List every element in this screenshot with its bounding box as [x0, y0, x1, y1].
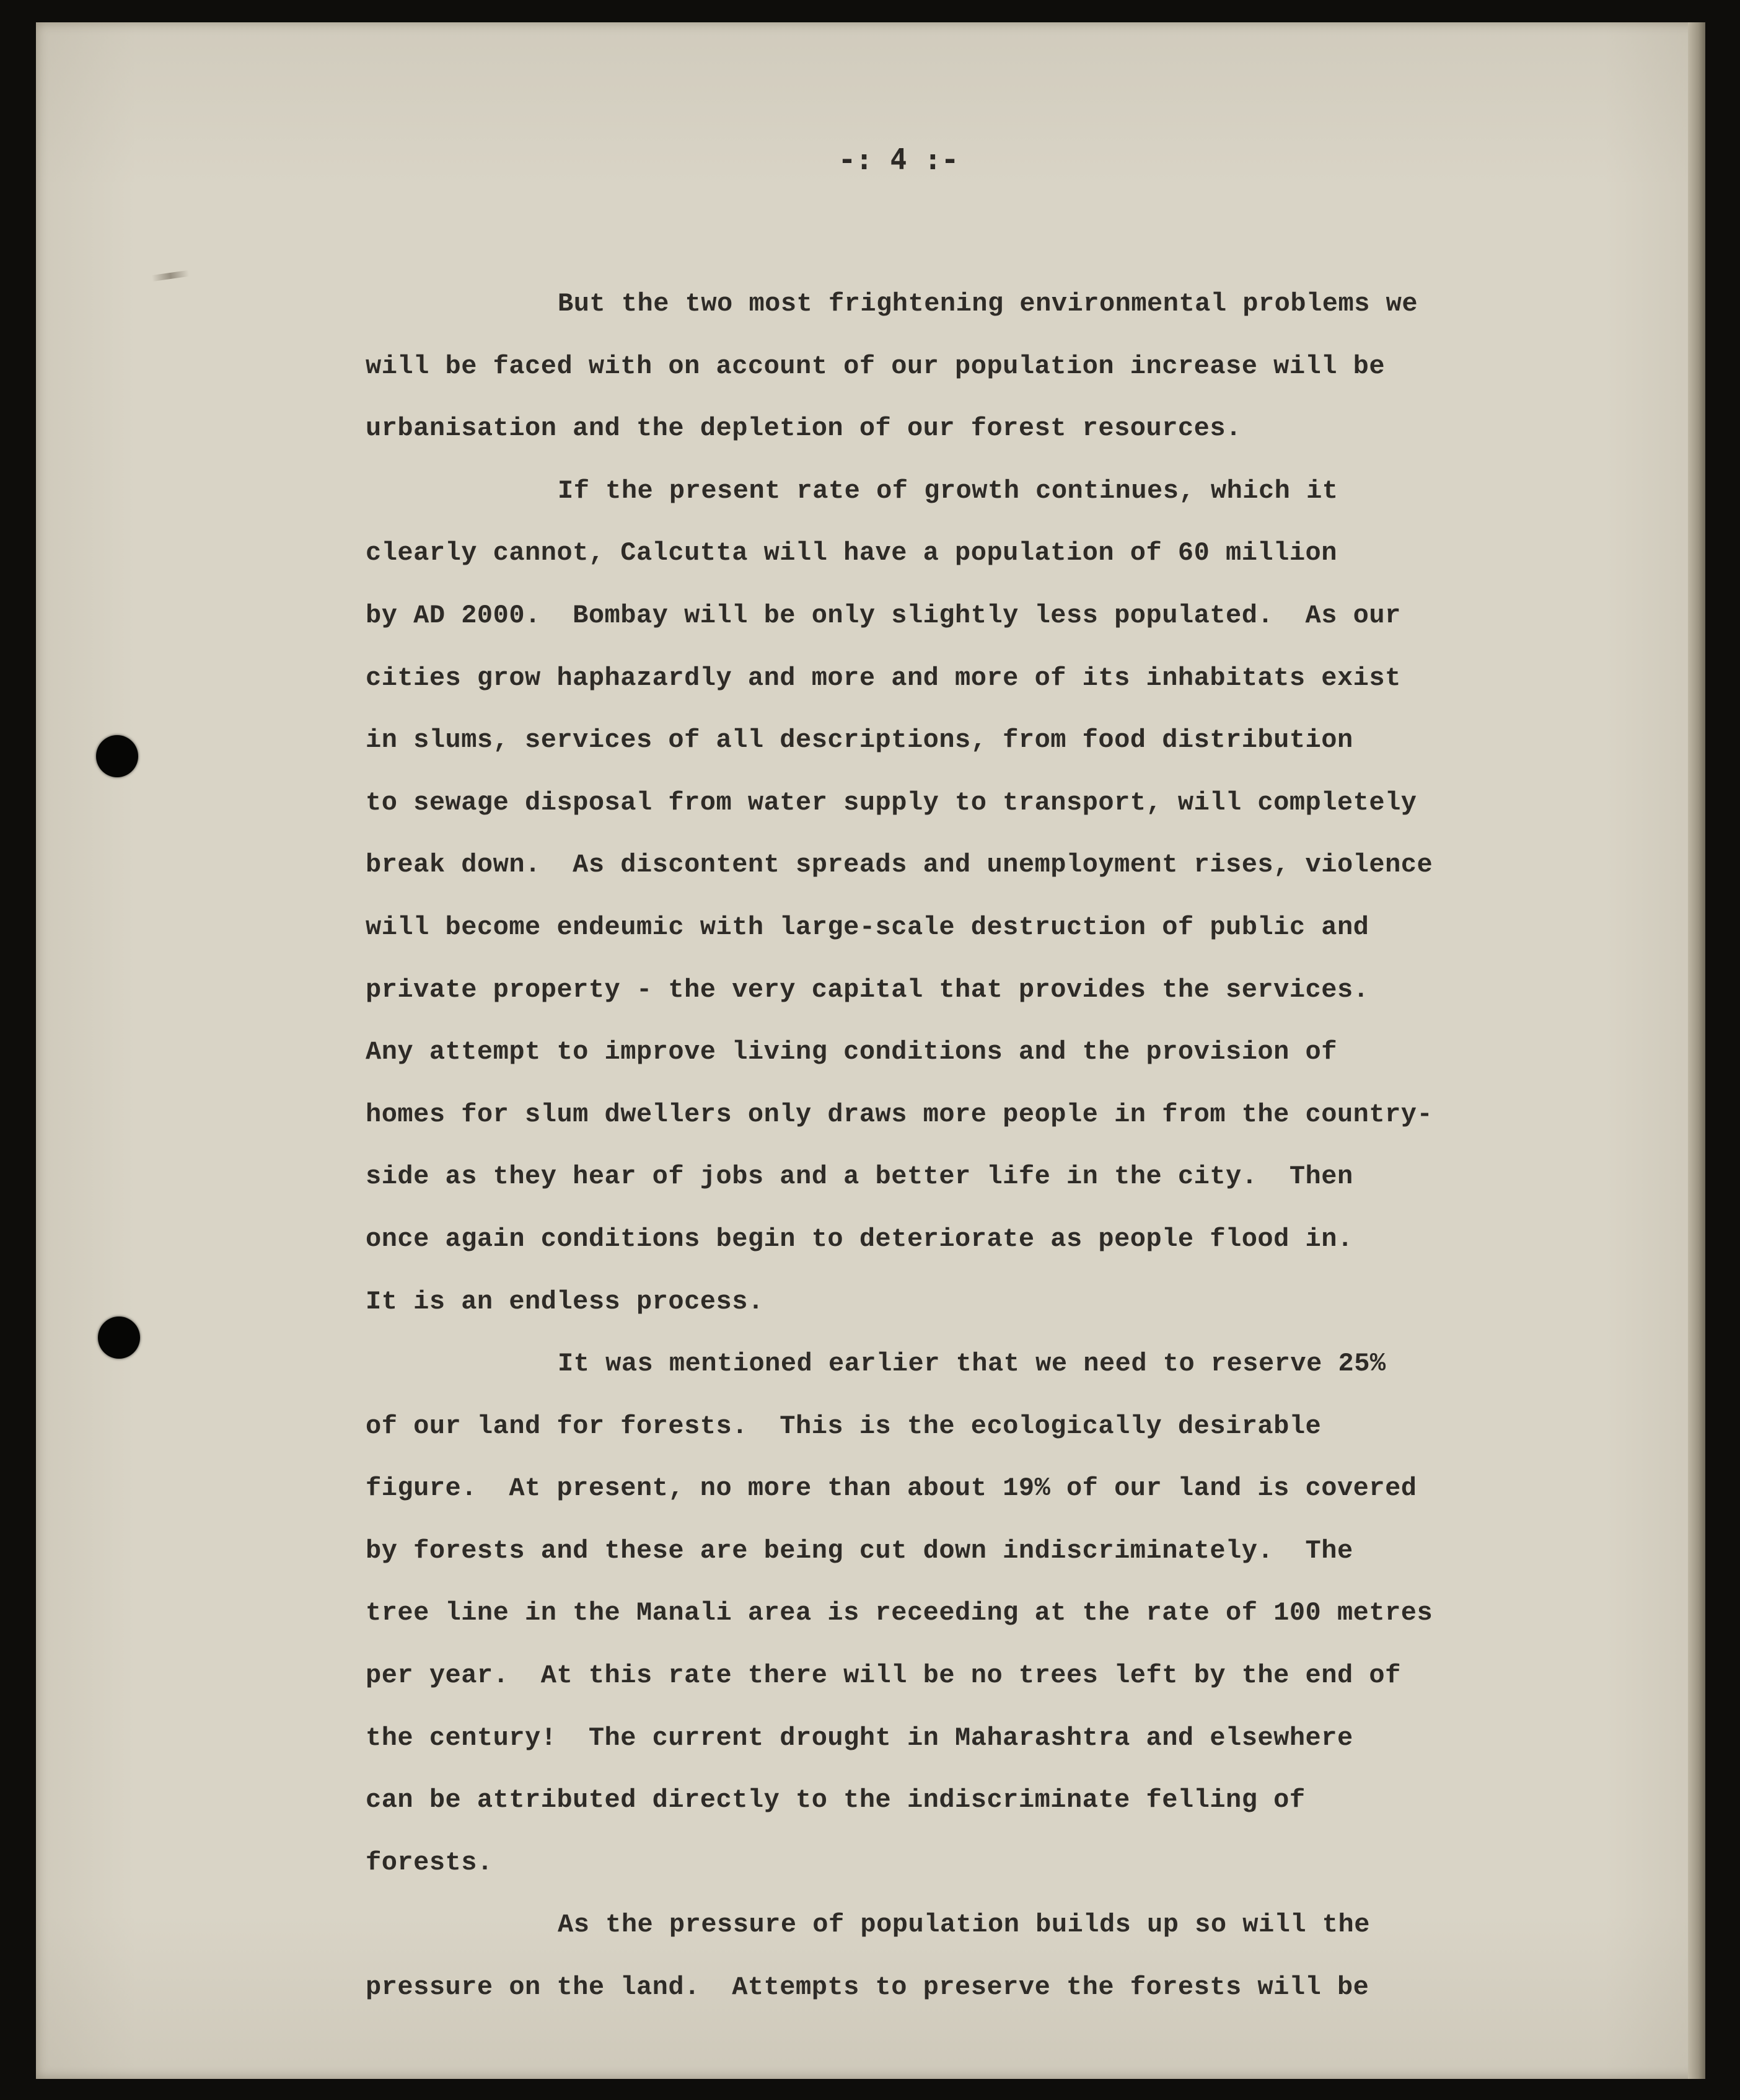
text-line: clearly cannot, Calcutta will have a population of 60 million [366, 538, 1337, 568]
text-line: Any attempt to improve living conditions and the provision of [366, 1037, 1337, 1067]
page-number: -: 4 :- [838, 143, 959, 176]
text-line: will be faced with on account of our population increase will be [366, 351, 1386, 381]
text-line: It was mentioned earlier that we need to reserve 25% [558, 1349, 1386, 1379]
text-line: figure. At present, no more than about 19% of our land is covered [366, 1473, 1417, 1504]
text-line: cities grow haphazardly and more and more of its inhabitats exist [366, 663, 1401, 693]
text-line: pressure on the land. Attempts to preserve the forests will be [366, 1972, 1369, 2003]
text-line: forests. [366, 1847, 493, 1877]
text-line: homes for slum dwellers only draws more people in from the country- [366, 1099, 1433, 1129]
text-line: will become endeumic with large-scale destruction of public and [366, 912, 1369, 942]
text-line: private property - the very capital that provides the services. [366, 974, 1369, 1005]
text-line: per year. At this rate there will be no trees left by the end of [366, 1661, 1401, 1691]
punch-hole-top [96, 735, 138, 777]
text-line: If the present rate of growth continues, which it [558, 475, 1338, 506]
text-line: of our land for forests. This is the ecologically desirable [366, 1411, 1322, 1441]
text-line: by forests and these are being cut down indiscriminately. The [366, 1535, 1353, 1566]
text-line: by AD 2000. Bombay will be only slightly less populated. As our [366, 600, 1401, 630]
punch-hole-bottom [98, 1317, 140, 1359]
text-line: can be attributed directly to the indiscriminate felling of [366, 1785, 1306, 1815]
text-line: tree line in the Manali area is receeding at the rate of 100 metres [366, 1598, 1433, 1628]
text-line: in slums, services of all descriptions, from food distribution [366, 725, 1353, 756]
text-line: But the two most frightening environmental problems we [558, 289, 1418, 319]
text-line: to sewage disposal from water supply to transport, will completely [366, 787, 1417, 818]
text-line: side as they hear of jobs and a better life in the city. Then [366, 1162, 1353, 1192]
text-line: the century! The current drought in Maharashtra and elsewhere [366, 1723, 1353, 1753]
text-line: It is an endless process. [366, 1286, 764, 1317]
text-line: once again conditions begin to deteriorate as people flood in. [366, 1224, 1353, 1254]
typed-body-text [366, 273, 1642, 2019]
text-line: urbanisation and the depletion of our forest resources. [366, 413, 1242, 444]
text-line: As the pressure of population builds up so will the [558, 1910, 1370, 1940]
text-line: break down. As discontent spreads and unemployment rises, violence [366, 850, 1433, 880]
paper-edge [1688, 22, 1705, 2079]
